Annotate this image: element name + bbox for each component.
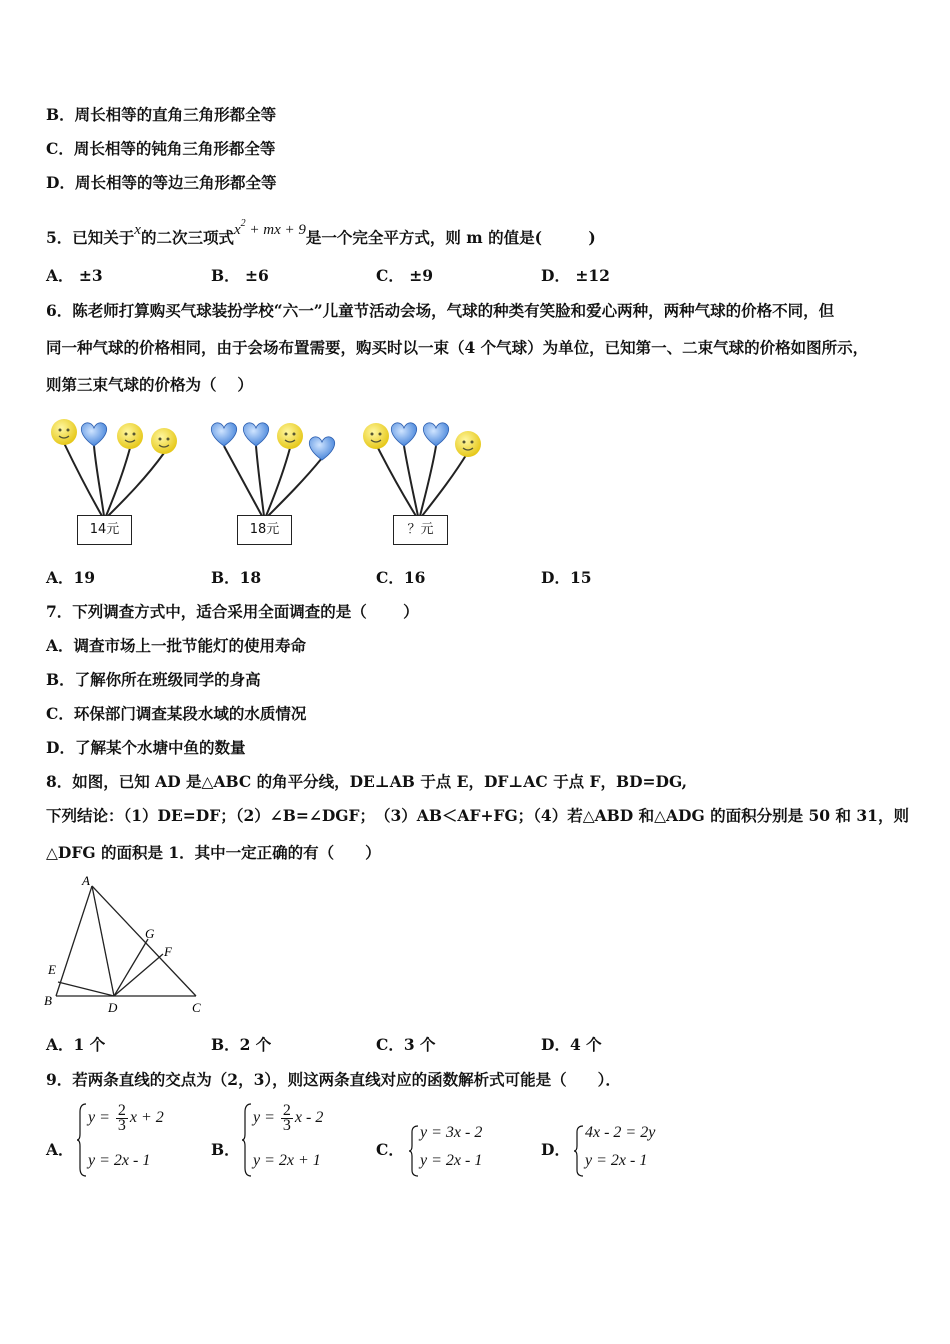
q9-a-frac-num: 2 [117,1102,126,1119]
q6-stem-line-2: 同一种气球的价格相同，由于会场布置需要，购买时以一束（4 个气球）为单位，已知第一、二束气球的价格如图所示， [46,338,869,357]
q9-a-row2: y = 2x - 1 [88,1152,151,1169]
q8-option-c: C．3 个 [376,1035,436,1054]
vertex-label-e: E [48,962,56,977]
q9-d-row1: 4x - 2 = 2y [585,1124,656,1141]
q9-system-d [573,1122,693,1182]
balloon-bunch-3 [360,408,498,548]
vertex-label-a: A [82,873,90,888]
q6-stem-line-3: 则第三束气球的价格为（ ） [46,375,253,394]
q5-option-c: C． ±9 [376,266,434,285]
vertex-label-b: B [44,993,52,1008]
q6-stem-line-1: 6．陈老师打算购买气球装扮学校“六一”儿童节活动会场，气球的种类有笑脸和爱心两种，两种气球的价格不同，但 [46,301,835,320]
vertex-label-d: D [108,1000,118,1015]
price-tag-1: 14元 [77,515,132,545]
vertex-label-g: G [145,926,155,941]
q9-system-c [408,1122,528,1182]
q8-stem-line-2: 下列结论：（1）DE=DF；（2）∠B=∠DGF； （3）AB＜AF+FG；（4）若△ABD 和△ADG 的面积分别是 50 和 31，则 [46,806,909,825]
q9-b-row2: y = 2x + 1 [253,1152,321,1169]
triangle-figure [40,872,215,1017]
q5-option-b: B． ±6 [211,266,269,285]
q7-option-c: C．环保部门调查某段水域的水质情况 [46,704,307,723]
price-tag-2: 18元 [237,515,292,545]
q9-b-row1-rhs: x - 2 [294,1109,324,1127]
q5-stem-part-c: 是一个完全平方式，则 m 的值是( ) [305,228,596,247]
q7-option-b: B．了解你所在班级同学的身高 [46,670,261,689]
balloon-bunch-1 [46,408,184,548]
q4-option-b: B．周长相等的直角三角形都全等 [46,105,277,124]
vertex-label-f: F [164,944,172,959]
q8-option-b: B．2 个 [211,1035,272,1054]
price-tag-3: ？元 [393,515,448,545]
balloon-bunch-2 [206,408,344,548]
q9-a-frac-den: 3 [117,1117,126,1134]
q6-option-b: B．18 [211,568,262,587]
q9-d-row2: y = 2x - 1 [585,1152,648,1169]
q5-stem [46,218,596,248]
q8-option-a: A．1 个 [46,1035,106,1054]
q9-c-row2: y = 2x - 1 [420,1152,483,1169]
q9-system-a [76,1100,196,1180]
q7-stem: 7．下列调查方式中，适合采用全面调查的是（ ） [46,602,419,621]
q5-expr-exponent: 2 [240,218,246,229]
q9-letter-a: A． [46,1140,74,1159]
q9-stem: 9．若两条直线的交点为（2，3），则这两条直线对应的函数解析式可能是（ ）． [46,1070,621,1089]
q6-option-d: D．15 [541,568,592,587]
q5-option-a: A． ±3 [46,266,103,285]
q8-stem-line-1: 8．如图，已知 AD 是△ABC 的角平分线，DE⊥AB 于点 E，DF⊥AC 于点 F，BD=DG, [46,772,688,791]
q9-a-row1-lhs: y = [88,1109,110,1127]
q8-stem-line-3: △DFG 的面积是 1．其中一定正确的有（ ） [46,843,381,862]
vertex-label-c: C [192,1000,201,1015]
q6-option-a: A．19 [46,568,96,587]
q5-expr-x: x [233,222,241,238]
q5-option-d: D． ±12 [541,266,610,285]
q5-expr-rest: + mx + 9 [245,222,306,238]
q9-system-b [241,1100,361,1180]
q5-stem-part-b: 的二次三项式 [140,228,234,247]
q9-b-frac-num: 2 [282,1102,291,1119]
q8-option-d: D．4 个 [541,1035,602,1054]
q4-option-c: C．周长相等的钝角三角形都全等 [46,139,276,158]
q5-variable-x: x [134,222,141,238]
q9-letter-c: C． [376,1140,404,1159]
q7-option-d: D．了解某个水塘中鱼的数量 [46,738,246,757]
q9-b-frac-den: 3 [282,1117,291,1134]
q7-option-a: A．调查市场上一批节能灯的使用寿命 [46,636,307,655]
q6-option-c: C．16 [376,568,426,587]
q5-stem-part-a: 5．已知关于 [46,228,135,247]
q9-letter-b: B． [211,1140,240,1159]
q9-b-row1-lhs: y = [253,1109,275,1127]
q4-option-d: D．周长相等的等边三角形都全等 [46,173,277,192]
q9-a-row1-rhs: x + 2 [129,1109,164,1127]
q9-c-row1: y = 3x - 2 [420,1124,483,1141]
q9-letter-d: D． [541,1140,570,1159]
